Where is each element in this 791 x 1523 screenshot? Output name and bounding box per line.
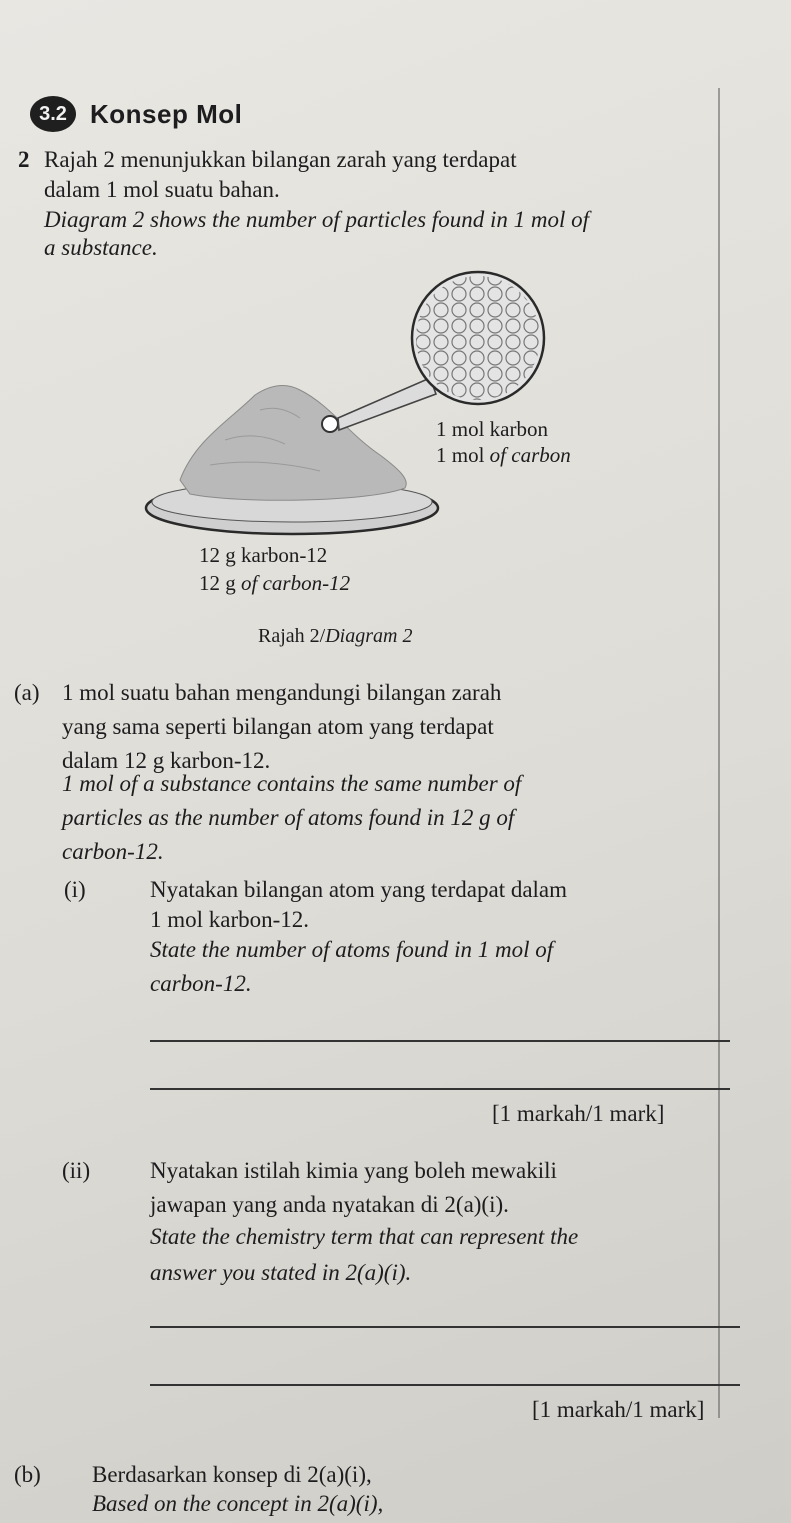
part-a-i-en-line-1: State the number of atoms found in 1 mol of [150,937,554,962]
part-a-ms-line-2: yang sama seperti bilangan atom yang terdapat [62,714,494,739]
intro-en-line-2: a substance. [44,235,158,260]
label-1-mol-karbon: 1 mol karbon [436,417,548,441]
intro-ms-line-1: Rajah 2 menunjukkan bilangan zarah yang terdapat [44,147,517,172]
section-header [30,96,242,132]
part-a-ii-ms-line-1: Nyatakan istilah kimia yang boleh mewakili [150,1158,557,1183]
part-a-en-line-2: particles as the number of atoms found in 12 g of [62,805,515,830]
diagram-caption: Rajah 2/Diagram 2 [258,625,413,647]
part-a-ii-ms-line-2: jawapan yang anda nyatakan di 2(a)(i). [150,1192,509,1217]
part-a-en-line-3: carbon-12. [62,839,164,864]
part-a-ii-en-line-1: State the chemistry term that can represent the [150,1224,579,1249]
part-b-en: Based on the concept in 2(a)(i), [92,1491,384,1516]
part-a-i-en-line-2: carbon-12. [150,971,252,996]
answer-line-a-i-2[interactable] [150,1088,730,1090]
part-b-label: (b) [14,1462,41,1487]
section-number-badge: 3.2 [30,96,76,132]
part-a-i-label: (i) [64,877,86,902]
answer-line-a-i-1[interactable] [150,1040,730,1042]
magnifier-connector [322,378,436,432]
mole-diagram [0,270,791,650]
intro-en-line-1: Diagram 2 shows the number of particles found in 1 mol of [44,207,589,232]
part-a-label: (a) [14,680,40,705]
part-a-i-ms-line-1: Nyatakan bilangan atom yang terdapat dalam [150,877,568,902]
part-b-ms: Berdasarkan konsep di 2(a)(i), [92,1462,372,1487]
intro-ms-line-2: dalam 1 mol suatu bahan. [44,177,280,202]
answer-line-a-ii-2[interactable] [150,1384,740,1386]
part-a-i-ms-line-2: 1 mol karbon-12. [150,907,310,932]
answer-line-a-ii-1[interactable] [150,1326,740,1328]
magnified-atoms-circle [412,272,544,404]
mark-a-ii: [1 markah/1 mark] [532,1397,705,1422]
mark-a-i: [1 markah/1 mark] [492,1101,665,1126]
section-title: Konsep Mol [90,98,243,129]
label-12g-of-carbon-12: 12 g of carbon-12 [199,571,351,595]
label-12g-karbon-12: 12 g karbon-12 [199,543,328,567]
part-a-ii-en-line-2: answer you stated in 2(a)(i). [150,1260,412,1285]
question-number: 2 [18,147,30,172]
label-1-mol-of-carbon: 1 mol of carbon [436,443,571,467]
part-a-ms-line-3: dalam 12 g karbon-12. [62,748,271,773]
part-a-ms-line-1: 1 mol suatu bahan mengandungi bilangan zarah [62,680,502,705]
part-a-ii-label: (ii) [62,1158,91,1183]
part-a-en-line-1: 1 mol of a substance contains the same number of [62,771,522,796]
